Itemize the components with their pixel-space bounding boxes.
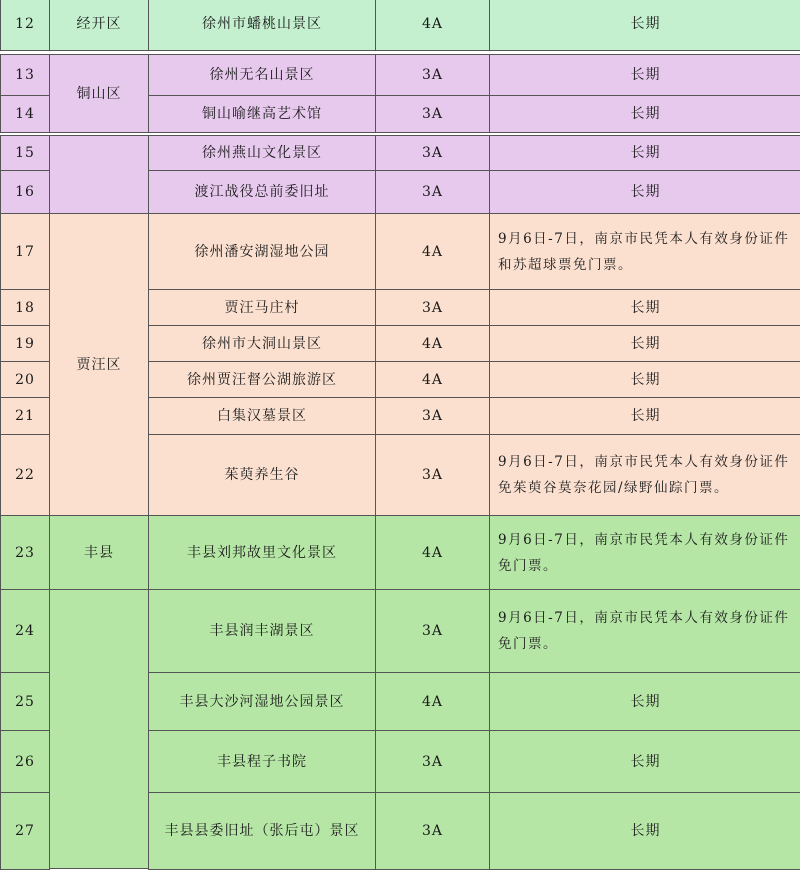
row-24-no: 24 (0, 589, 50, 673)
row-13-no: 13 (0, 54, 50, 96)
row-17-no: 17 (0, 213, 50, 290)
row-21-level: 3A (375, 397, 490, 435)
row-27-level: 3A (375, 792, 490, 870)
row-20-no: 20 (0, 361, 50, 398)
row-13-level: 3A (375, 54, 490, 96)
district-jiawang: 贾汪区 (49, 213, 149, 516)
row-18-policy: 长期 (489, 289, 800, 326)
district-fengxian-cont (49, 589, 149, 869)
row-12-policy: 长期 (489, 0, 800, 51)
row-12-level: 4A (375, 0, 490, 51)
row-22-name: 茱萸养生谷 (148, 434, 376, 516)
row-23-no: 23 (0, 515, 50, 590)
row-15-policy: 长期 (489, 135, 800, 171)
row-27-no: 27 (0, 792, 50, 870)
row-16-level: 3A (375, 170, 490, 214)
row-17-level: 4A (375, 213, 490, 290)
row-26-no: 26 (0, 730, 50, 793)
row-20-name: 徐州贾汪督公湖旅游区 (148, 361, 376, 398)
row-18-name: 贾汪马庄村 (148, 289, 376, 326)
row-25-no: 25 (0, 672, 50, 731)
row-24-level: 3A (375, 589, 490, 673)
row-19-level: 4A (375, 325, 490, 362)
row-24-name: 丰县润丰湖景区 (148, 589, 376, 673)
row-27-policy: 长期 (489, 792, 800, 870)
row-20-policy: 长期 (489, 361, 800, 398)
row-16-no: 16 (0, 170, 50, 214)
row-13-name: 徐州无名山景区 (148, 54, 376, 96)
row-14-name: 铜山喻继高艺术馆 (148, 95, 376, 133)
row-21-no: 21 (0, 397, 50, 435)
row-22-policy: 9月6日-7日，南京市民凭本人有效身份证件免茱萸谷莫奈花园/绿野仙踪门票。 (489, 434, 800, 516)
row-25-name: 丰县大沙河湿地公园景区 (148, 672, 376, 731)
district-tongshan-cont (49, 135, 149, 214)
row-16-policy: 长期 (489, 170, 800, 214)
row-17-policy: 9月6日-7日，南京市民凭本人有效身份证件和苏超球票免门票。 (489, 213, 800, 290)
row-21-name: 白集汉墓景区 (148, 397, 376, 435)
row-15-no: 15 (0, 135, 50, 171)
row-23-level: 4A (375, 515, 490, 590)
row-19-name: 徐州市大洞山景区 (148, 325, 376, 362)
row-26-level: 3A (375, 730, 490, 793)
row-18-no: 18 (0, 289, 50, 326)
row-20-level: 4A (375, 361, 490, 398)
row-15-level: 3A (375, 135, 490, 171)
row-26-name: 丰县程子书院 (148, 730, 376, 793)
row-25-level: 4A (375, 672, 490, 731)
district-tongshan: 铜山区 (49, 54, 149, 133)
row-23-name: 丰县刘邦故里文化景区 (148, 515, 376, 590)
row-19-policy: 长期 (489, 325, 800, 362)
row-19-no: 19 (0, 325, 50, 362)
row-15-name: 徐州燕山文化景区 (148, 135, 376, 171)
row-23-policy: 9月6日-7日，南京市民凭本人有效身份证件免门票。 (489, 515, 800, 590)
row-22-level: 3A (375, 434, 490, 516)
row-25-policy: 长期 (489, 672, 800, 731)
row-27-name: 丰县县委旧址（张后屯）景区 (148, 792, 376, 870)
row-17-name: 徐州潘安湖湿地公园 (148, 213, 376, 290)
row-22-no: 22 (0, 434, 50, 516)
row-12-name: 徐州市蟠桃山景区 (148, 0, 376, 51)
row-13-policy: 长期 (489, 54, 800, 96)
row-16-name: 渡江战役总前委旧址 (148, 170, 376, 214)
row-14-no: 14 (0, 95, 50, 133)
row-12-no: 12 (0, 0, 50, 51)
row-24-policy: 9月6日-7日，南京市民凭本人有效身份证件免门票。 (489, 589, 800, 673)
row-26-policy: 长期 (489, 730, 800, 793)
row-14-level: 3A (375, 95, 490, 133)
row-18-level: 3A (375, 289, 490, 326)
district-fengxian: 丰县 (49, 515, 149, 590)
district-jingkai: 经开区 (49, 0, 149, 51)
row-21-policy: 长期 (489, 397, 800, 435)
row-14-policy: 长期 (489, 95, 800, 133)
